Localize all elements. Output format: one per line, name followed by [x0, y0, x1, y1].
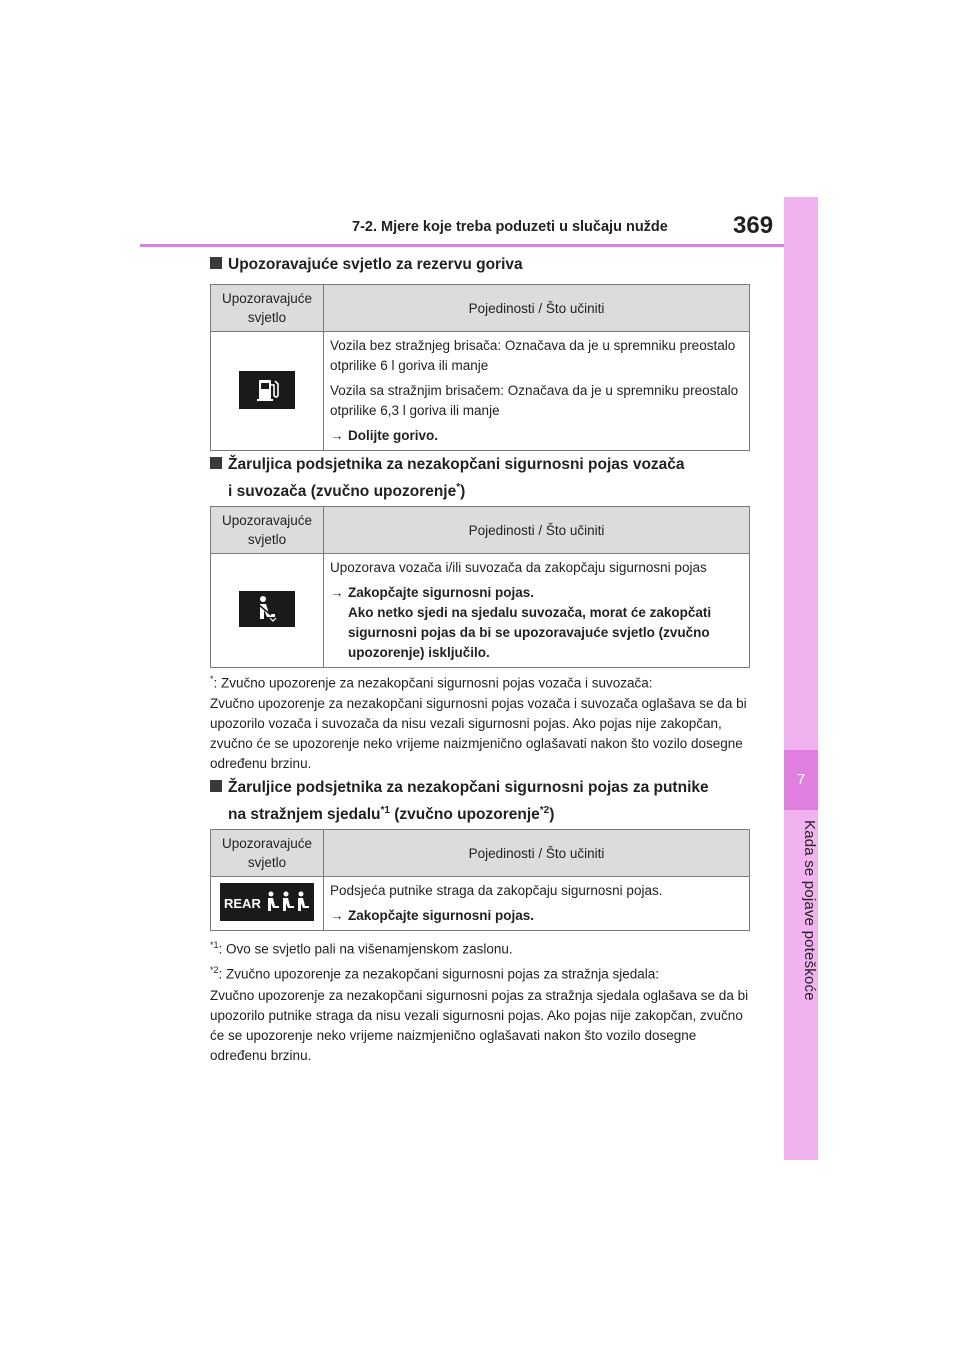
chapter-side-tab: [784, 197, 818, 1160]
chapter-title: Kada se pojave poteškoće: [801, 820, 818, 1001]
footnote-seatbelt: *: Zvučno upozorenje za nezakopčani sigurnosni pojas vozača i suvozača:: [210, 674, 653, 691]
fuel-detail-line1: Vozila bez stražnjeg brisača: Označava da je u spremniku preostalo otprilike 6 l goriva ili manje: [330, 338, 736, 373]
seatbelt-warning-table: [210, 506, 750, 668]
fuel-warning-table: [210, 284, 750, 451]
arrow-icon: →: [330, 908, 344, 923]
table-header-details: Pojedinosti / Što učiniti: [324, 830, 750, 877]
arrow-icon: →: [330, 585, 344, 600]
seatbelt-details-cell: [324, 554, 750, 668]
rear-seatbelt-icon: [220, 883, 314, 921]
fuel-action: Dolijte gorivo.: [348, 428, 439, 443]
seatbelt-action-detail: Ako netko sjedi na sjedalu suvozača, morat će zakopčati sigurnosni pojas da bi se upozoravajuće svjetlo (zvučno upozorenje) isključilo.: [348, 605, 712, 660]
table-header-light: Upozoravajuće svjetlo: [211, 507, 324, 554]
rear-seatbelt-details-cell: [324, 877, 750, 931]
header-rule: [140, 244, 784, 247]
table-header-light: Upozoravajuće svjetlo: [211, 830, 324, 877]
svg-text:REAR: REAR: [224, 896, 261, 911]
bullet-square-icon: [210, 780, 222, 792]
fuel-detail-line2: Vozila sa stražnjim brisačem: Označava da je u spremniku preostalo otprilike 6,3 l goriva ili manje: [330, 383, 739, 418]
chapter-number: 7: [784, 750, 818, 810]
bullet-square-icon: [210, 457, 222, 469]
table-header-details: Pojedinosti / Što učiniti: [324, 507, 750, 554]
section-seatbelt-title: Žaruljica podsjetnika za nezakopčani sigurnosni pojas vozača i suvozača (zvučno upozorenje*): [210, 453, 685, 503]
page-number: 369: [733, 212, 774, 239]
section-header: 7-2. Mjere koje treba poduzeti u slučaju nužde: [352, 219, 668, 235]
footnote-seatbelt-paragraph: Zvučno upozorenje za nezakopčani sigurnosni pojas vozača i suvozača oglašava se da bi upozorilo vozača i suvozača da nisu vezali sigurnosni pojas. Ako pojas nije zakopčan, zvučno će se upozorenje neko vrijeme naizmjenično oglašavati nakon što vozilo dosegne određenu brzinu.: [210, 696, 747, 771]
footnote-rear-paragraph: Zvučno upozorenje za nezakopčani sigurnosni pojas za stražnja sjedala oglašava se da bi upozorilo putnike straga da nisu vezali sigurnosni pojas. Ako pojas nije zakopčan, zvučno će se upozorenje neko vrijeme naizmjenično oglašavati nakon što vozilo dosegne određenu brzinu.: [210, 988, 749, 1063]
table-header-light: Upozoravajuće svjetlo: [211, 285, 324, 332]
section-fuel-title: Upozoravajuće svjetlo za rezervu goriva: [210, 253, 523, 276]
seatbelt-icon: [239, 591, 295, 627]
footnote-2: $^{*2}$: Zvučno upozorenje za nezakopčani sigurnosni pojas za stražnja sjedala:: [210, 965, 660, 982]
footnote-1: $^{*1}$: Ovo se svjetlo pali na višenamjenskom zaslonu.: [210, 940, 513, 957]
fuel-details-cell: [324, 332, 750, 451]
rear-seatbelt-warning-table: [210, 829, 750, 931]
seatbelt-action: Zakopčajte sigurnosni pojas.: [348, 585, 535, 600]
bullet-square-icon: [210, 257, 222, 269]
section-rear-seatbelt-title: Žaruljice podsjetnika za nezakopčani sigurnosni pojas za putnike na stražnjem sjedalu$^{*1}$ (zvučno upozorenje$^{*2}$): [210, 776, 709, 826]
fuel-pump-icon: [239, 371, 295, 409]
seatbelt-detail-line1: Upozorava vozača i/ili suvozača da zakopčaju sigurnosni pojas: [330, 560, 707, 575]
rear-seatbelt-detail-line1: Podsjeća putnike straga da zakopčaju sigurnosni pojas.: [330, 883, 663, 898]
rear-seatbelt-action: Zakopčajte sigurnosni pojas.: [348, 908, 535, 923]
arrow-icon: →: [330, 428, 344, 443]
table-header-details: Pojedinosti / Što učiniti: [324, 285, 750, 332]
